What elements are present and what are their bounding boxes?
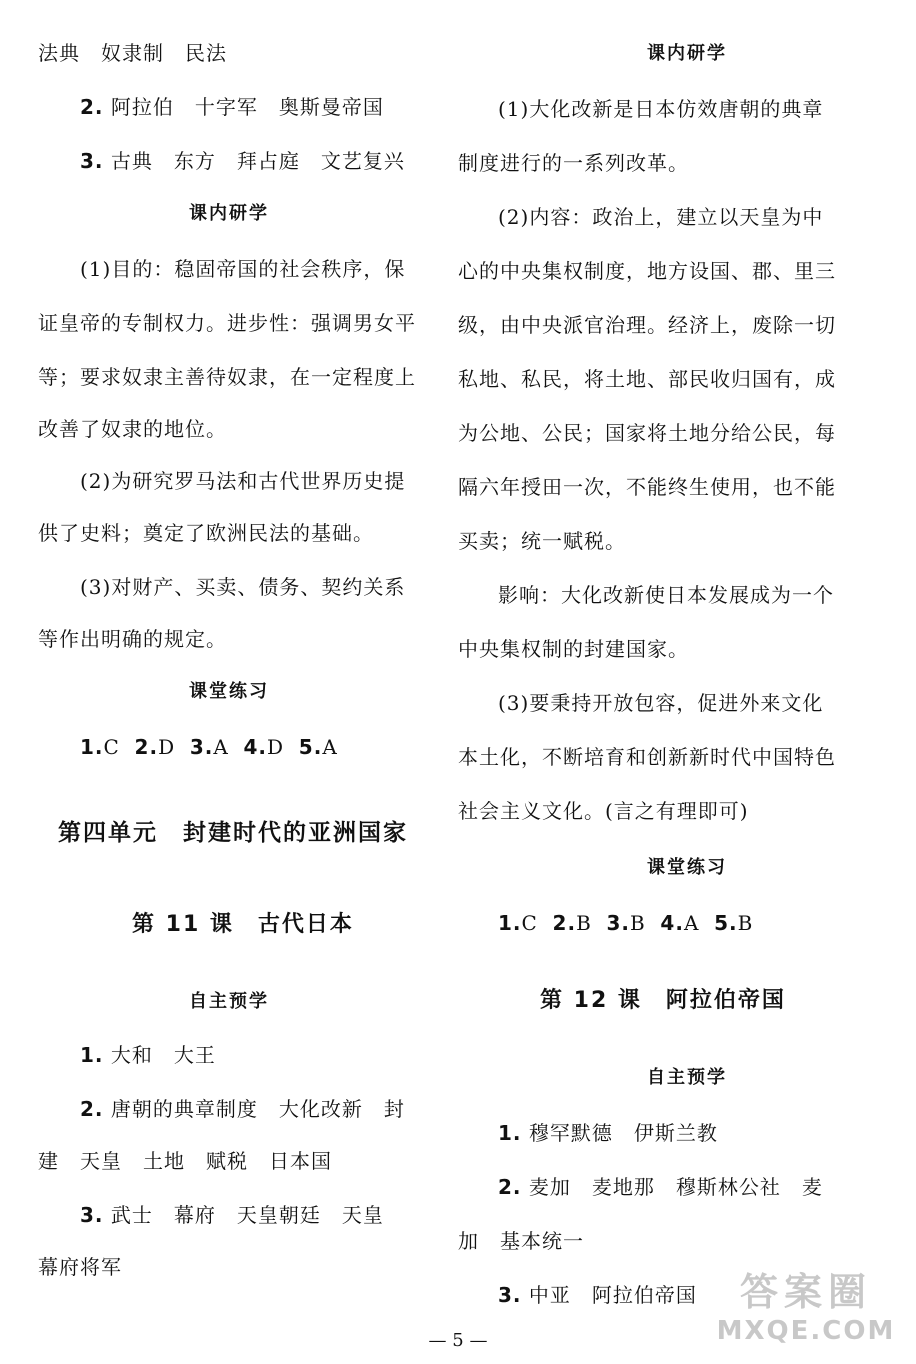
paragraph-line: 中央集权制的封建国家。 — [458, 637, 689, 661]
paragraph-line: 为公地、公民；国家将土地分给公民，每 — [458, 421, 836, 445]
section-heading: 课内研学 — [647, 43, 727, 64]
section-heading: 课堂练习 — [647, 857, 727, 878]
paragraph-line: 社会主义文化。(言之有理即可) — [458, 799, 749, 823]
line: 法典 奴隶制 民法 — [38, 41, 227, 65]
list-item: 2. 阿拉伯 十字军 奥斯曼帝国 — [80, 95, 384, 119]
paragraph-line: (1)目的：稳固帝国的社会秩序，保 — [80, 257, 406, 281]
list-item: 2. 唐朝的典章制度 大化改新 封 — [80, 1097, 405, 1121]
watermark-text: 答案圈 — [739, 1270, 872, 1314]
paragraph-line: 买卖；统一赋税。 — [458, 529, 626, 553]
paragraph-line: 级，由中央派官治理。经济上，废除一切 — [458, 313, 836, 337]
page-number: — 5 — — [428, 1330, 488, 1351]
paragraph-line: 制度进行的一系列改革。 — [458, 151, 689, 175]
paragraph-line: (1)大化改新是日本仿效唐朝的典章 — [498, 97, 824, 121]
paragraph-line: 等作出明确的规定。 — [38, 627, 227, 651]
paragraph-line: 建 天皇 土地 赋税 日本国 — [38, 1149, 332, 1173]
paragraph-line: 幕府将军 — [38, 1255, 122, 1279]
paragraph-line: 证皇帝的专制权力。进步性：强调男女平 — [38, 311, 416, 335]
paragraph-line: 隔六年授田一次，不能终生使用，也不能 — [458, 475, 836, 499]
paragraph-line: 改善了奴隶的地位。 — [38, 417, 227, 441]
answer-row: 1.C 2.D 3.A 4.D 5.A — [80, 735, 338, 759]
lesson-title: 第 11 课 古代日本 — [132, 912, 354, 937]
paragraph-line: (2)为研究罗马法和古代世界历史提 — [80, 469, 406, 493]
watermark-logo — [706, 1270, 906, 1360]
section-heading: 自主预学 — [647, 1067, 727, 1088]
paragraph-line: 本土化，不断培育和创新新时代中国特色 — [458, 745, 836, 769]
paragraph-line: 心的中央集权制度，地方设国、郡、里三 — [458, 259, 836, 283]
paragraph-line: (2)内容：政治上，建立以天皇为中 — [498, 205, 824, 229]
list-item: 1. 大和 大王 — [80, 1043, 216, 1067]
lesson-title: 第 12 课 阿拉伯帝国 — [540, 988, 786, 1013]
list-item: 3. 武士 幕府 天皇朝廷 天皇 — [80, 1203, 384, 1227]
answer-row: 1.C 2.B 3.B 4.A 5.B — [498, 911, 754, 935]
section-heading: 课堂练习 — [189, 681, 269, 702]
paragraph-line: (3)要秉持开放包容，促进外来文化 — [498, 691, 824, 715]
paragraph-line: 影响：大化改新使日本发展成为一个 — [498, 583, 834, 607]
section-heading: 自主预学 — [189, 991, 269, 1012]
paragraph-line: 私地、私民，将土地、部民收归国有，成 — [458, 367, 836, 391]
paragraph-line: (3)对财产、买卖、债务、契约关系 — [80, 575, 406, 599]
paragraph-line: 供了史料；奠定了欧洲民法的基础。 — [38, 521, 374, 545]
list-item: 3. 中亚 阿拉伯帝国 — [498, 1283, 697, 1307]
unit-title: 第四单元 封建时代的亚洲国家 — [58, 820, 408, 846]
paragraph-line: 加 基本统一 — [458, 1229, 584, 1253]
list-item: 3. 古典 东方 拜占庭 文艺复兴 — [80, 149, 405, 173]
list-item: 1. 穆罕默德 伊斯兰教 — [498, 1121, 718, 1145]
list-item: 2. 麦加 麦地那 穆斯林公社 麦 — [498, 1175, 823, 1199]
section-heading: 课内研学 — [189, 203, 269, 224]
paragraph-line: 等；要求奴隶主善待奴隶，在一定程度上 — [38, 365, 416, 389]
watermark-url: MXQE.COM — [716, 1316, 896, 1346]
